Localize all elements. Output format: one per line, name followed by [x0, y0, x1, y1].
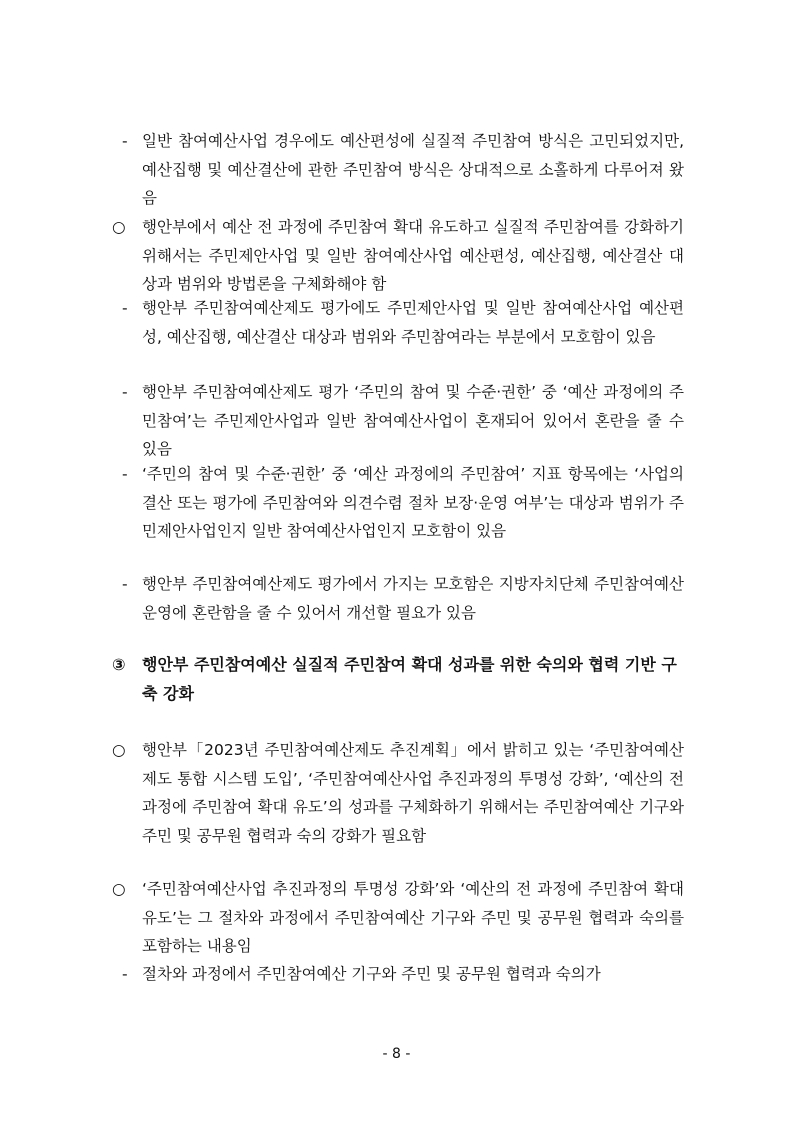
bullet-text: 행안부 주민참여예산제도 평가에서 가지는 모호함은 지방자치단체 주민참여예산 운영에 혼란함을 줄 수 있어서 개선할 필요가 있음 — [142, 575, 684, 622]
bullet-item — [112, 736, 684, 850]
bullet-item — [112, 378, 684, 464]
bullet-item — [112, 127, 684, 213]
section-number: ③ — [112, 655, 126, 674]
bullet-text: 행안부에서 예산 전 과정에 주민참여 확대 유도하고 실질적 주민참여를 강화하기 위해서는 주민제안사업 및 일반 참여예산사업 예산편성, 예산집행, 예산결산 대상과 범위와 방법론을 구체화해야 함 — [142, 218, 684, 293]
dash-marker: - — [122, 299, 128, 317]
bullet-item — [112, 213, 684, 299]
bullet-text: ‘주민참여예산사업 추진과정의 투명성 강화’와 ‘예산의 전 과정에 주민참여 확대 유도’는 그 절차와 과정에서 주민참여예산 기구와 주민 및 공무원 협력과 숙의를 포함하는 내용임 — [142, 880, 684, 955]
page-number: - 8 - — [382, 1046, 411, 1062]
bullet-text: 일반 참여예산사업 경우에도 예산편성에 실질적 주민참여 방식은 고민되었지만, 예산집행 및 예산결산에 관한 주민참여 방식은 상대적으로 소홀하게 다루어져 왔음 — [142, 132, 684, 207]
circle-marker: ○ — [112, 741, 126, 759]
dash-marker: - — [122, 465, 128, 483]
bullet-item — [112, 460, 684, 546]
bullet-text: 행안부 주민참여예산제도 평가에도 주민제안사업 및 일반 참여예산사업 예산편성, 예산집행, 예산결산 대상과 범위와 주민참여라는 부분에서 모호함이 있음 — [142, 299, 684, 346]
dash-marker: - — [122, 965, 128, 983]
bullet-item — [112, 960, 684, 989]
bullet-text: 행안부「2023년 주민참여예산제도 추진계획」에서 밝히고 있는 ‘주민참여예산제도 통합 시스템 도입’, ‘주민참여예산사업 추진과정의 투명성 강화’, ‘예산의 전 과정에 주민참여 확대 유도’의 성과를 구체화하기 위해서는 주민참여예산 기구와 주민 및 공무원 협력과 숙의 강화가 필요함 — [142, 741, 684, 845]
bullet-text: ‘주민의 참여 및 수준·권한’ 중 ‘예산 과정에의 주민참여’ 지표 항목에는 ‘사업의 결산 또는 평가에 주민참여와 의견수렴 절차 보장·운영 여부’는 대상과 범위가 주민제안사업인지 일반 참여예산사업인지 모호함이 있음 — [142, 465, 684, 540]
bullet-item — [112, 294, 684, 351]
bullet-item — [112, 570, 684, 627]
circle-marker: ○ — [112, 218, 126, 236]
section-heading — [112, 650, 687, 708]
dash-marker: - — [122, 575, 128, 593]
dash-marker: - — [122, 383, 128, 401]
bullet-text: 행안부 주민참여예산제도 평가 ‘주민의 참여 및 수준·권한’ 중 ‘예산 과정에의 주민참여’는 주민제안사업과 일반 참여예산사업이 혼재되어 있어서 혼란을 줄 수 있음 — [142, 383, 684, 458]
circle-marker: ○ — [112, 880, 126, 898]
section-heading-text: 행안부 주민참여예산 실질적 주민참여 확대 성과를 위한 숙의와 협력 기반 구축 강화 — [142, 655, 677, 703]
dash-marker: - — [122, 132, 128, 150]
bullet-text: 절차와 과정에서 주민참여예산 기구와 주민 및 공무원 협력과 숙의가 — [142, 965, 601, 983]
bullet-item — [112, 875, 684, 961]
